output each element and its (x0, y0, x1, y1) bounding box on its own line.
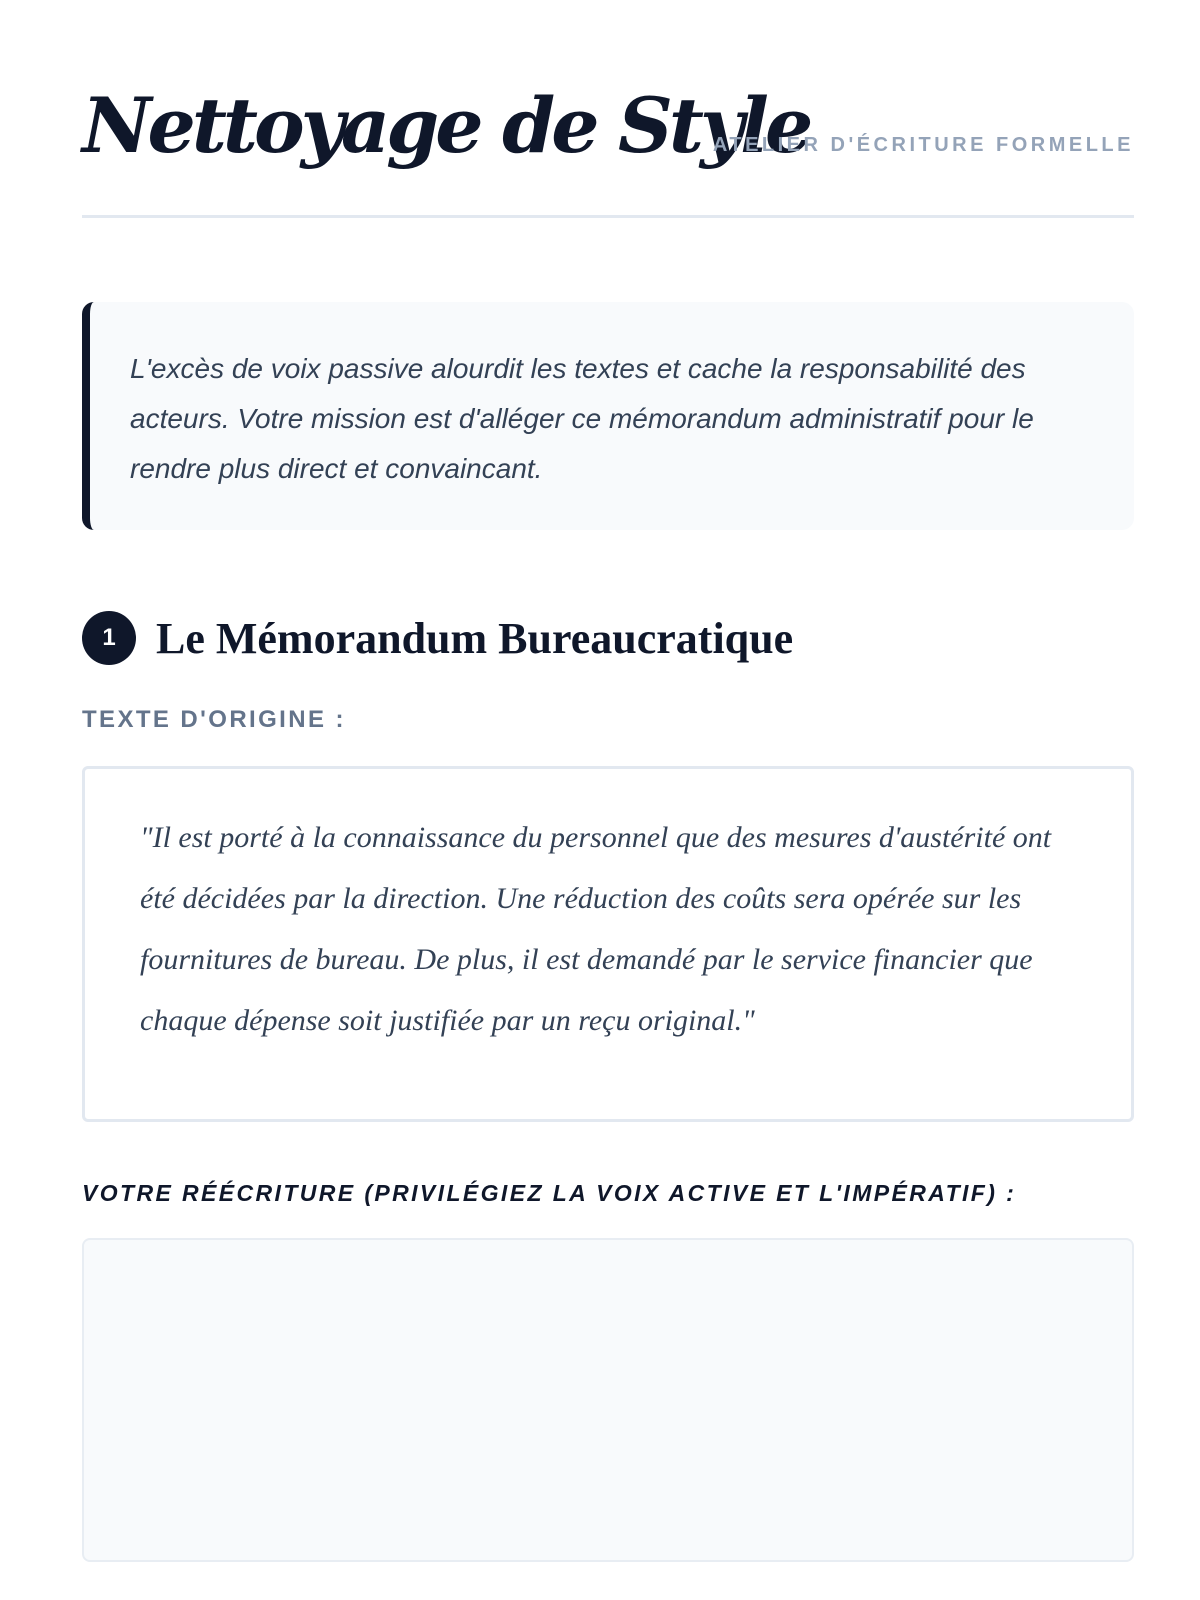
page-subtitle: ATELIER D'ÉCRITURE FORMELLE (712, 134, 1134, 156)
intro-callout (82, 302, 1134, 530)
origin-text: "Il est porté à la connaissance du personnel que des mesures d'austérité ont été décidées par la direction. Une réduction des coûts sera opérée sur les fournitures de bureau. De plus, il est demandé par le service financier que chaque dépense soit justifiée par un reçu original." (140, 821, 1052, 1037)
origin-text-box (82, 766, 1134, 1122)
section-heading (82, 610, 793, 666)
rewrite-label: VOTRE RÉÉCRITURE (PRIVILÉGIEZ LA VOIX ACTIVE ET L'IMPÉRATIF) : (82, 1180, 1017, 1206)
page-title: Nettoyage de Style (82, 81, 810, 170)
rewrite-textarea[interactable] (82, 1238, 1134, 1562)
intro-text: L'excès de voix passive alourdit les textes et cache la responsabilité des acteurs. Votre mission est d'alléger ce mémorandum administratif pour le rendre plus direct et convaincant. (130, 353, 1034, 484)
page-header (82, 78, 1134, 218)
origin-text-label: TEXTE D'ORIGINE : (82, 706, 346, 733)
section-number-badge: 1 (82, 611, 136, 665)
section-title: Le Mémorandum Bureaucratique (156, 613, 794, 663)
